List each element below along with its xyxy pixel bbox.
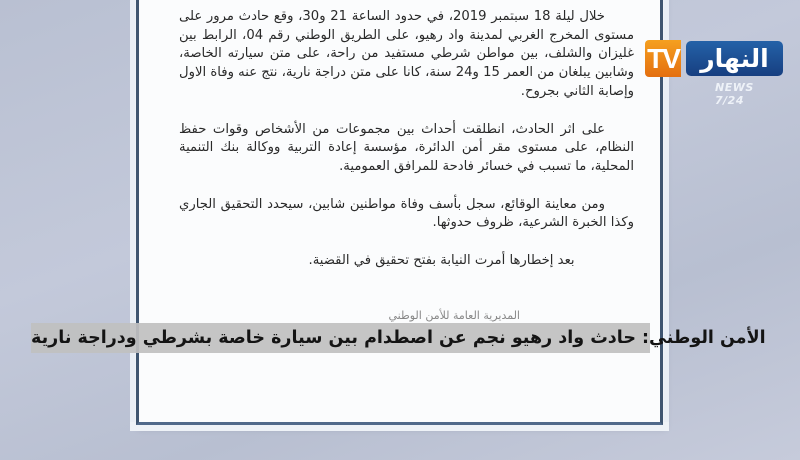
news-ticker-bar — [31, 323, 766, 353]
channel-tagline: NEWS 7/24 — [715, 81, 754, 107]
document-body — [179, 8, 634, 290]
document-border-left — [130, 0, 135, 422]
paragraph-3: ومن معاينة الوقائع، سجل بأسف وفاة مواطنين شابين، سيحدد التحقيق الجاري وكذا الخبرة الشرعية، ظروف حدوثها. — [179, 196, 634, 231]
channel-logo — [645, 40, 785, 107]
paragraph-1: خلال ليلة 18 سبتمبر 2019، في حدود الساعة 21 و30، وقع حادث مرور على مستوى المخرج الغربي لمدينة واد رهيو، على الطريق الوطني رقم 04، الرابط بين غليزان والشلف، بين مواطن شرطي مستفيد من راحة، على متن سيارته الخاصة، وشابين يبلغان من العمر 15 و24 سنة، كانا على متن دراجة نارية، نتج عنه وفاة الاول وإصابة الثاني بجروح. — [179, 9, 635, 99]
channel-name: النهار — [686, 41, 783, 76]
document-signature: المديرية العامة للأمن الوطني — [388, 309, 520, 322]
paragraph-4: بعد إخطارها أمرت النيابة بفتح تحقيق في القضية. — [308, 253, 575, 269]
paragraph-2: على اثر الحادث، انطلقت أحداث بين مجموعات من الأشخاص وقوات حفظ النظام، على مستوى مقر أمن الدائرة، مؤسسة إعادة التربية ووكالة بنك التنمية المحلية، ما تسبب في خسائر فادحة للمرافق العمومية. — [179, 121, 634, 174]
ticker-headline: الأمن الوطني: حادث واد رهيو نجم عن اصطدام بين سيارة خاصة بشرطي ودراجة نارية — [31, 328, 766, 348]
press-release-document — [136, 0, 663, 425]
tv-badge-icon: TV — [645, 40, 681, 77]
